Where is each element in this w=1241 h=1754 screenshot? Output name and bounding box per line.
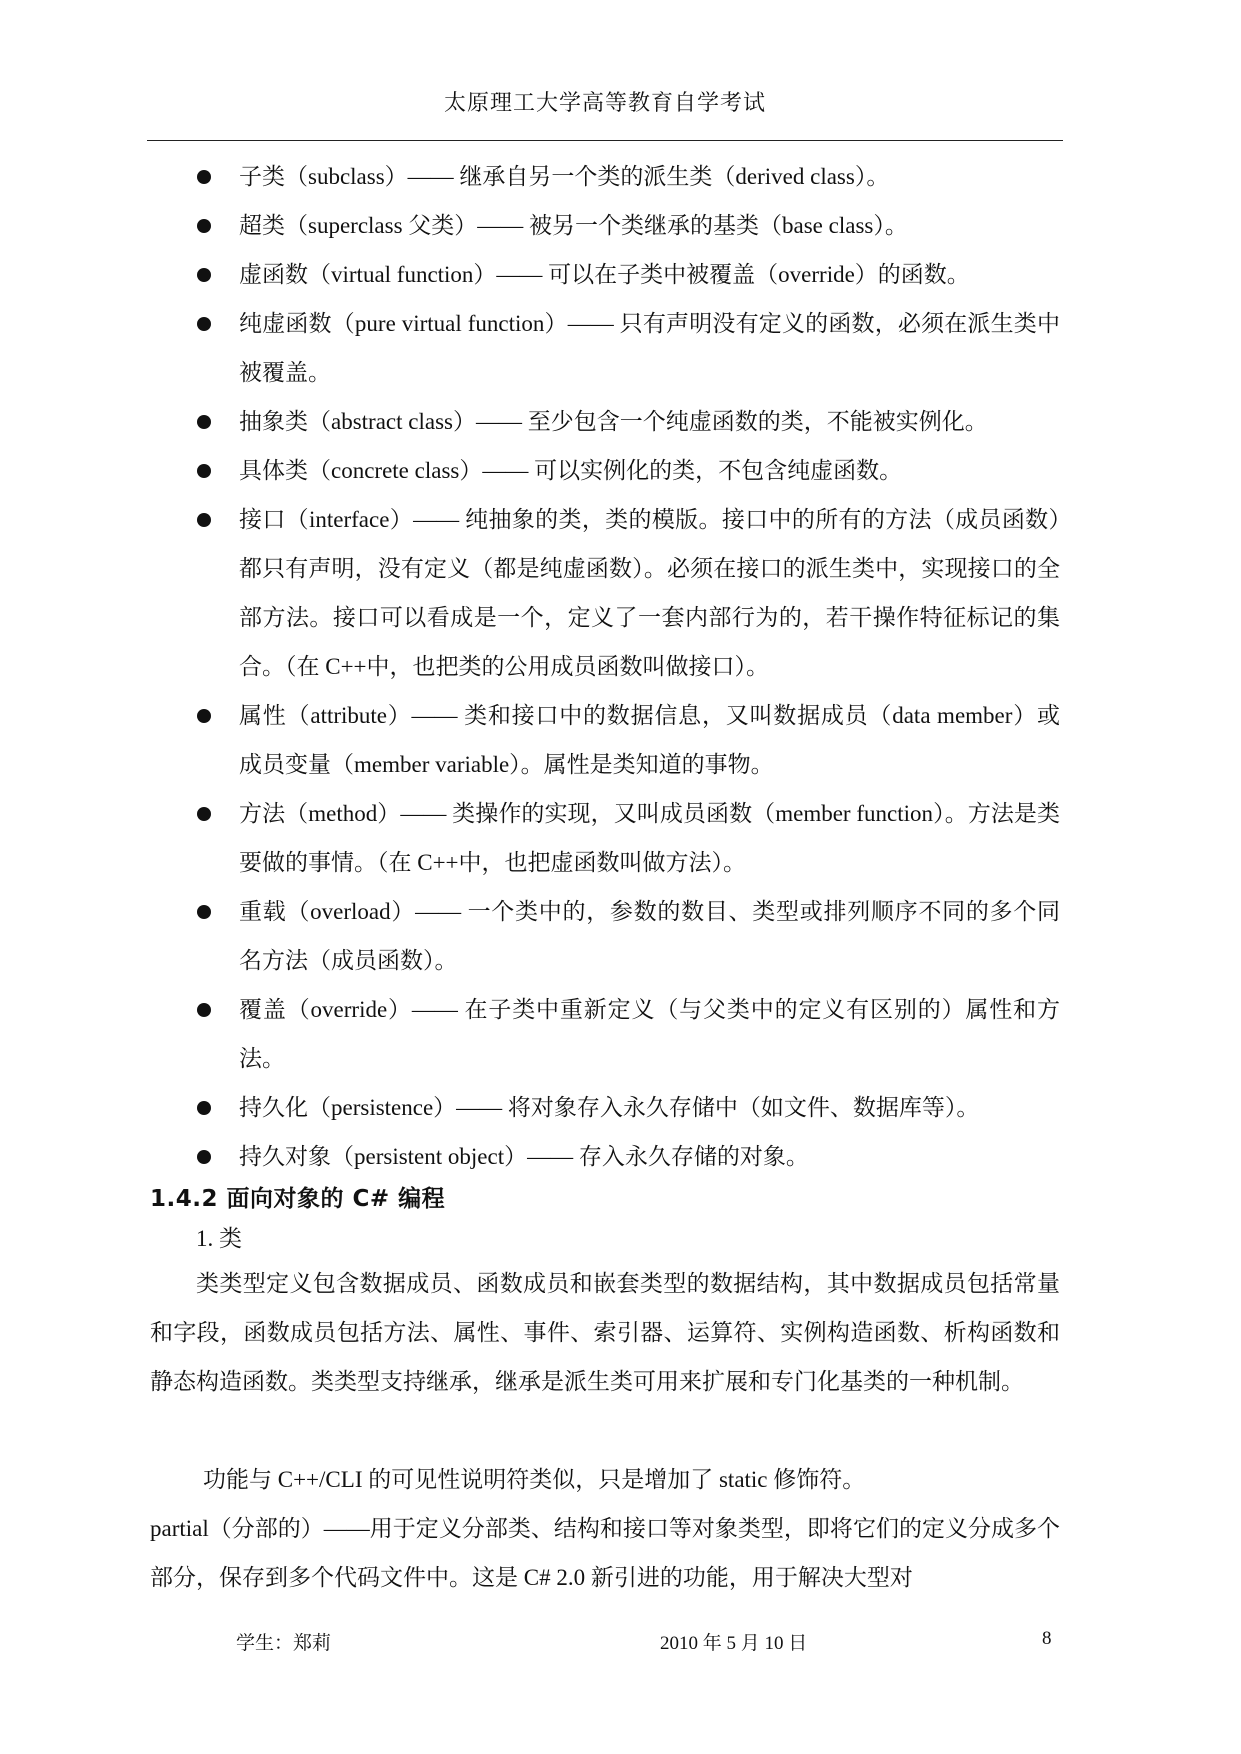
list-item-text: 重载（overload）—— 一个类中的，参数的数目、类型或排列顺序不同的多个同名方法（成员函数）。 — [239, 899, 1060, 973]
header-divider — [147, 140, 1063, 141]
bullet-icon — [197, 905, 211, 919]
list-item — [150, 446, 1060, 495]
paragraph-partial: partial（分部的）——用于定义分部类、结构和接口等对象类型，即将它们的定义分成多个部分，保存到多个代码文件中。这是 C# 2.0 新引进的功能，用于解决大型对 — [150, 1516, 1060, 1590]
bullet-icon — [197, 513, 211, 527]
list-item-text: 超类（superclass 父类）—— 被另一个类继承的基类（base class）。 — [239, 213, 908, 238]
section-heading: 1.4.2 面向对象的 C# 编程 — [150, 1186, 446, 1212]
page-header-title: 太原理工大学高等教育自学考试 — [443, 90, 766, 115]
bullet-icon — [197, 709, 211, 723]
list-item-text: 方法（method）—— 类操作的实现，又叫成员函数（member function）。方法是类要做的事情。（在 C++中，也把虚函数叫做方法）。 — [239, 801, 1060, 875]
list-item-text: 抽象类（abstract class）—— 至少包含一个纯虚函数的类，不能被实例化。 — [239, 409, 988, 434]
list-item — [150, 397, 1060, 446]
bullet-icon — [197, 317, 211, 331]
list-item-text: 子类（subclass）—— 继承自另一个类的派生类（derived class）。 — [239, 164, 890, 189]
list-item — [150, 152, 1060, 201]
bullet-icon — [197, 415, 211, 429]
page-number: 8 — [1042, 1628, 1052, 1649]
list-item-text: 接口（interface）—— 纯抽象的类，类的模版。接口中的所有的方法（成员函数）都只有声明，没有定义（都是纯虚函数）。必须在接口的派生类中，实现接口的全部方法。接口可以看成是一个，定义了一套内部行为的，若干操作特征标记的集合。（在 C++中，也把类的公用成员函数叫做接口）。 — [239, 507, 1060, 679]
list-item — [150, 299, 1060, 397]
paragraph-class-definition: 类类型定义包含数据成员、函数成员和嵌套类型的数据结构，其中数据成员包括常量和字段，函数成员包括方法、属性、事件、索引器、运算符、实例构造函数、析构函数和静态构造函数。类类型支持继承，继承是派生类可用来扩展和专门化基类的一种机制。 — [150, 1271, 1060, 1394]
footer-date: 2010 年 5 月 10 日 — [660, 1633, 808, 1654]
glossary-bullet-list — [150, 152, 1060, 1181]
footer-student: 学生：郑莉 — [236, 1633, 332, 1654]
list-item-text: 持久对象（persistent object）—— 存入永久存储的对象。 — [239, 1144, 809, 1169]
list-item — [150, 789, 1060, 887]
list-item-text: 虚函数（virtual function）—— 可以在子类中被覆盖（override）的函数。 — [239, 262, 970, 287]
bullet-icon — [197, 807, 211, 821]
list-item — [150, 887, 1060, 985]
list-item — [150, 691, 1060, 789]
list-item — [150, 1083, 1060, 1132]
list-item — [150, 985, 1060, 1083]
list-item — [150, 201, 1060, 250]
list-item-text: 具体类（concrete class）—— 可以实例化的类，不包含纯虚函数。 — [239, 458, 903, 483]
bullet-icon — [197, 268, 211, 282]
list-item — [150, 250, 1060, 299]
bullet-icon — [197, 464, 211, 478]
list-item — [150, 1132, 1060, 1181]
subsection-heading: 1. 类 — [196, 1226, 242, 1251]
paragraph-visibility: 功能与 C++/CLI 的可见性说明符类似，只是增加了 static 修饰符。 — [203, 1467, 866, 1492]
bullet-icon — [197, 219, 211, 233]
list-item-text: 持久化（persistence）—— 将对象存入永久存储中（如文件、数据库等）。 — [239, 1095, 980, 1120]
bullet-icon — [197, 1101, 211, 1115]
list-item-text: 纯虚函数（pure virtual function）—— 只有声明没有定义的函数，必须在派生类中被覆盖。 — [239, 311, 1060, 385]
list-item — [150, 495, 1060, 691]
list-item-text: 属性（attribute）—— 类和接口中的数据信息，又叫数据成员（data member）或成员变量（member variable）。属性是类知道的事物。 — [239, 703, 1060, 777]
bullet-icon — [197, 1150, 211, 1164]
bullet-icon — [197, 170, 211, 184]
bullet-icon — [197, 1003, 211, 1017]
list-item-text: 覆盖（override）—— 在子类中重新定义（与父类中的定义有区别的）属性和方法。 — [239, 997, 1060, 1071]
